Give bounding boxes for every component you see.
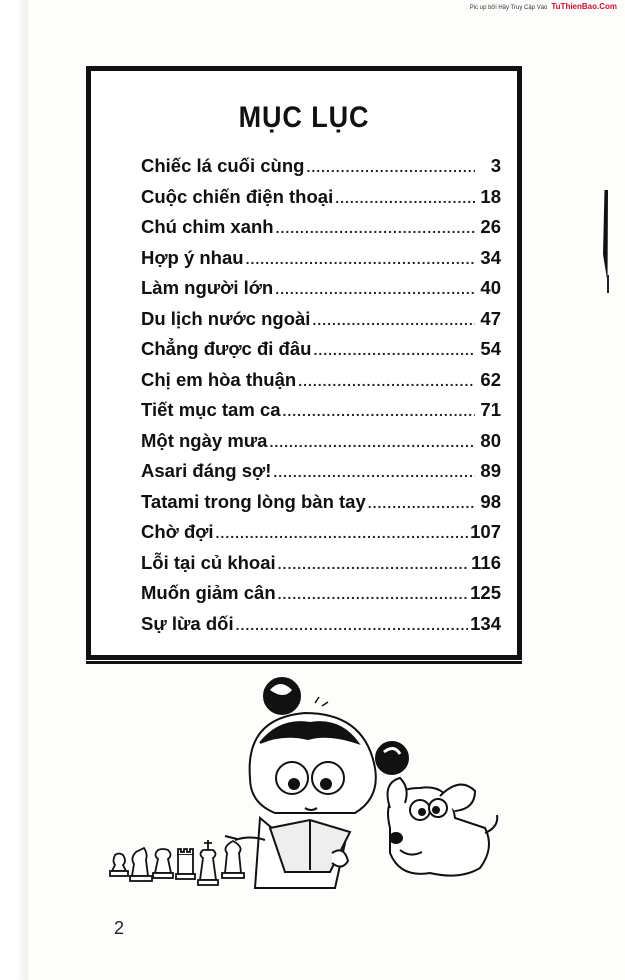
toc-leader-dots bbox=[236, 617, 469, 633]
toc-leader-dots bbox=[298, 373, 475, 389]
toc-entry-title: Hợp ý nhau bbox=[141, 246, 244, 268]
toc-entry bbox=[141, 613, 501, 644]
toc-entry-page: 116 bbox=[471, 551, 501, 573]
watermark-caption: Pic up bởi Hầy Truy Cập Vào bbox=[469, 5, 548, 11]
toc-entry bbox=[141, 155, 501, 186]
toc-entry-title: Chiếc lá cuối cùng bbox=[141, 155, 305, 176]
page-number: 2 bbox=[114, 918, 125, 938]
toc-entry-title: Chú chim xanh bbox=[141, 216, 274, 237]
scan-edge-mark-small bbox=[607, 275, 609, 293]
table-of-contents bbox=[86, 66, 522, 660]
toc-leader-dots bbox=[313, 342, 475, 358]
toc-entry-title: Tatami trong lòng bàn tay bbox=[141, 490, 366, 512]
toc-entry-page: 54 bbox=[480, 338, 501, 359]
toc-entry bbox=[141, 369, 501, 400]
toc-leader-dots bbox=[246, 251, 475, 267]
toc-entry-title: Một ngày mưa bbox=[141, 429, 268, 451]
toc-entry bbox=[141, 308, 501, 339]
toc-leader-dots bbox=[335, 190, 475, 206]
chess-pieces-icon bbox=[110, 840, 244, 885]
toc-entry-title: Asari đáng sợ! bbox=[141, 460, 272, 481]
toc-entry-title: Làm người lớn bbox=[141, 277, 274, 298]
toc-entry bbox=[141, 216, 501, 247]
toc-entry-page: 62 bbox=[480, 368, 501, 390]
toc-entry-title: Chị em hòa thuận bbox=[141, 368, 297, 390]
toc-entry-title: Muốn giảm cân bbox=[141, 582, 276, 603]
toc-entry bbox=[141, 399, 501, 430]
comic-illustration bbox=[100, 668, 510, 918]
toc-list bbox=[141, 155, 501, 643]
toc-entry bbox=[141, 521, 501, 552]
toc-entry-page: 34 bbox=[480, 246, 501, 268]
toc-entry bbox=[141, 582, 501, 613]
toc-leader-dots bbox=[368, 495, 475, 511]
toc-leader-dots bbox=[312, 312, 475, 328]
toc-entry bbox=[141, 277, 501, 308]
scan-edge-mark bbox=[603, 190, 608, 282]
toc-entry-page: 134 bbox=[470, 612, 501, 634]
toc-entry-title: Chẳng được đi đâu bbox=[141, 338, 312, 359]
toc-leader-dots bbox=[306, 159, 475, 175]
toc-leader-dots bbox=[278, 586, 468, 602]
toc-entry-page: 47 bbox=[480, 307, 501, 329]
toc-title: MỤC LỤC bbox=[238, 101, 370, 134]
toc-entry bbox=[141, 491, 501, 522]
toc-entry-page: 89 bbox=[480, 460, 501, 481]
toc-entry-title: Chờ đợi bbox=[141, 521, 214, 542]
toc-entry-title: Du lịch nước ngoài bbox=[141, 307, 311, 329]
toc-entry-page: 3 bbox=[490, 155, 501, 176]
toc-entry-page: 107 bbox=[470, 521, 501, 542]
toc-entry bbox=[141, 247, 501, 278]
toc-entry-page: 40 bbox=[480, 277, 501, 298]
sparkle-icon bbox=[315, 697, 328, 706]
toc-entry bbox=[141, 186, 501, 217]
toc-leader-dots bbox=[278, 556, 469, 572]
toc-leader-dots bbox=[273, 464, 475, 480]
toc-entry-title: Cuộc chiến điện thoại bbox=[141, 185, 334, 207]
toc-entry-page: 80 bbox=[480, 429, 501, 451]
toc-entry-title: Lỗi tại củ khoai bbox=[141, 551, 276, 573]
toc-leader-dots bbox=[269, 434, 475, 450]
page-gutter bbox=[0, 0, 28, 980]
dog-icon bbox=[388, 778, 498, 876]
girl-reading-icon bbox=[225, 678, 408, 888]
toc-entry-page: 98 bbox=[480, 490, 501, 512]
toc-leader-dots bbox=[216, 525, 469, 541]
toc-entry bbox=[141, 338, 501, 369]
toc-entry-page: 125 bbox=[470, 582, 501, 603]
toc-entry-page: 71 bbox=[480, 399, 501, 420]
toc-entry-page: 26 bbox=[480, 216, 501, 237]
toc-entry-title: Sự lừa dối bbox=[141, 612, 234, 634]
watermark bbox=[470, 2, 617, 11]
toc-leader-dots bbox=[283, 403, 476, 419]
toc-entry-title: Tiết mục tam ca bbox=[141, 399, 281, 420]
toc-entry bbox=[141, 430, 501, 461]
toc-leader-dots bbox=[276, 220, 475, 236]
toc-entry-page: 18 bbox=[480, 185, 501, 207]
toc-leader-dots bbox=[275, 281, 475, 297]
watermark-site: TuThienBao.Com bbox=[551, 2, 617, 11]
toc-entry bbox=[141, 460, 501, 491]
toc-entry bbox=[141, 552, 501, 583]
